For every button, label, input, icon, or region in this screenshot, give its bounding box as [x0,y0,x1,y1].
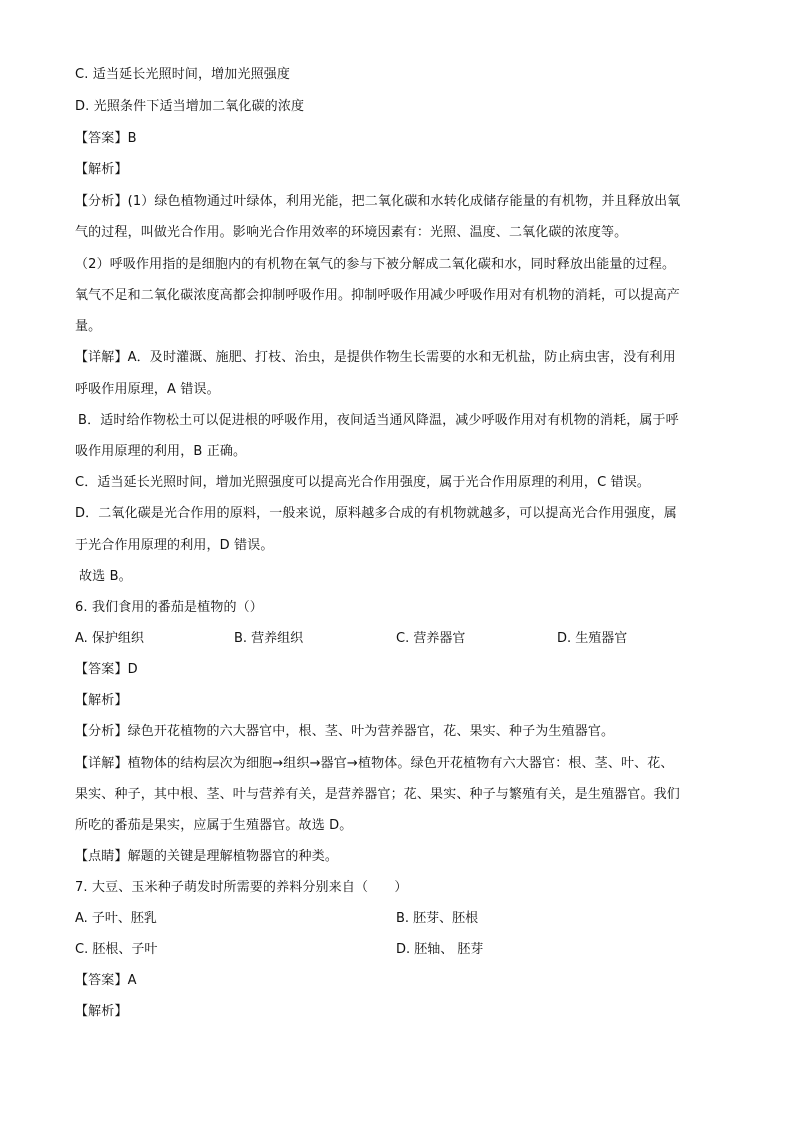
q6-dianjing: 【点睛】解题的关键是理解植物器官的种类。 [75,849,339,864]
q5-fenxi-line: 气的过程，叫做光合作用。影响光合作用效率的环境因素有：光照、温度、二氧化碳的浓度等。 [75,225,628,240]
q5-xiangjie-line: 呼吸作用原理，A 错误。 [75,382,220,397]
q6-fenxi: 【分析】绿色开花植物的六大器官中，根、茎、叶为营养器官，花、果实、种子为生殖器官。 [75,724,615,739]
q6-xiangjie-line: 果实、种子，其中根、茎、叶与营养有关，是营养器官；花、果实、种子与繁殖有关，是生殖器官。我们 [75,787,680,802]
q6-option-d: D. 生殖器官 [557,631,628,646]
q7-stem: 7. 大豆、玉米种子萌发时所需要的养料分别来自（ ） [75,880,408,895]
q6-option-b: B. 营养组织 [234,631,304,646]
q6-answer: 【答案】D [75,662,138,677]
q5-xiangjie-line: C．适当延长光照时间，增加光照强度可以提高光合作用强度，属于光合作用原理的利用，C 错误。 [75,475,651,490]
q7-option-b: B. 胚芽、胚根 [396,911,479,926]
q7-analysis-title: 【解析】 [75,1004,128,1019]
q5-option-d: D. 光照条件下适当增加二氧化碳的浓度 [75,99,305,114]
q5-fenxi-line: 氧气不足和二氧化碳浓度高都会抑制呼吸作用。抑制呼吸作用减少呼吸作用对有机物的消耗，可以提高产 [75,288,680,303]
q5-option-c: C. 适当延长光照时间，增加光照强度 [75,67,291,82]
q7-option-c: C. 胚根、子叶 [75,942,158,957]
q6-option-c: C. 营养器官 [396,631,466,646]
q7-answer: 【答案】A [75,973,137,988]
q5-xiangjie-line: 【详解】A．及时灌溉、施肥、打枝、治虫，是提供作物生长需要的水和无机盐，防止病虫害，没有利用 [75,350,676,365]
q6-stem: 6. 我们食用的番茄是植物的（） [75,600,263,615]
q5-answer: 【答案】B [75,131,137,146]
q5-fenxi-line: 【分析】(1）绿色植物通过叶绿体，利用光能，把二氧化碳和水转化成储存能量的有机物，并且释放出氧 [75,194,681,209]
q6-option-a: A. 保护组织 [75,631,144,646]
q7-option-d: D. 胚轴、 胚芽 [396,942,484,957]
q5-xiangjie-line: 于光合作用原理的利用，D 错误。 [75,538,274,553]
q5-analysis-title: 【解析】 [75,162,128,177]
q5-fenxi-line: 量。 [75,319,102,334]
q7-option-a: A. 子叶、胚乳 [75,911,157,926]
q6-xiangjie-line: 所吃的番茄是果实，应属于生殖器官。故选 D。 [75,818,353,833]
q5-fenxi-line: （2）呼吸作用指的是细胞内的有机物在氧气的参与下被分解成二氧化碳和水，同时释放出能量的过程。 [75,257,676,272]
q5-xiangjie-line: B．适时给作物松土可以促进根的呼吸作用，夜间适当通风降温，减少呼吸作用对有机物的消耗，属于呼 [78,413,679,428]
q6-analysis-title: 【解析】 [75,693,128,708]
q5-xiangjie-line: D．二氧化碳是光合作用的原料，一般来说，原料越多合成的有机物就越多，可以提高光合作用强度，属 [75,506,677,521]
q5-xiangjie-line: 吸作用原理的利用，B 正确。 [75,444,247,459]
q5-conclusion: 故选 B。 [79,569,132,584]
q6-xiangjie-line: 【详解】植物体的结构层次为细胞→组织→器官→植物体。绿色开花植物有六大器官：根、茎、叶、花、 [75,756,674,771]
